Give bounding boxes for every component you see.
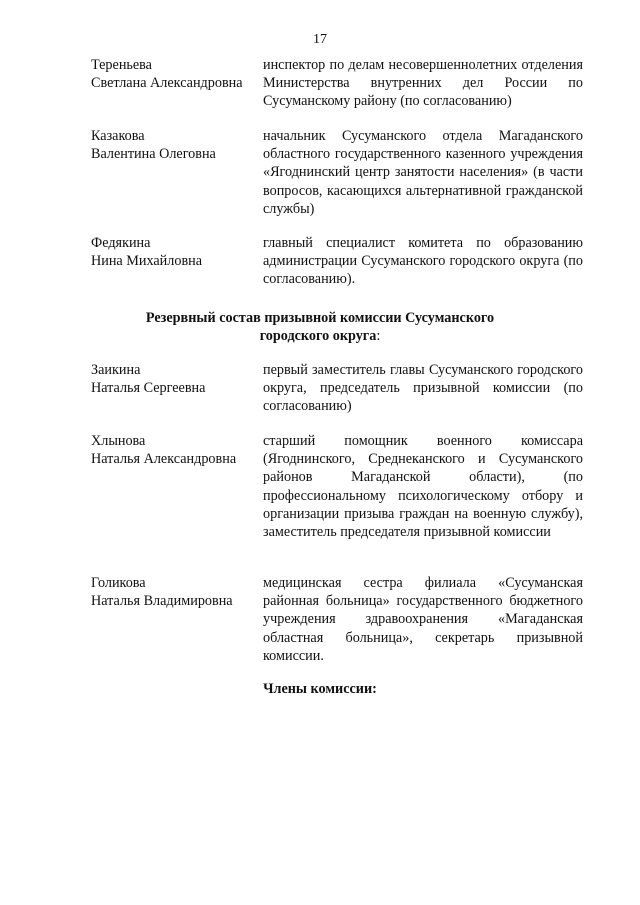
member-surname: Хлынова: [91, 433, 146, 449]
reserve-heading: [0, 309, 640, 345]
reserve-heading-line2-text: городского округа: [259, 328, 377, 345]
reserve-heading-line1: Резервный состав призывной комиссии Сусуманского: [145, 310, 495, 326]
member-surname: Голикова: [91, 575, 146, 591]
reserve-heading-colon: :: [376, 328, 381, 345]
member-given-names: Валентина Олеговна: [91, 146, 216, 163]
member-given-names: Нина Михайловна: [91, 253, 203, 270]
members-heading: Члены комиссии:: [263, 681, 377, 697]
member-surname: Заикина: [91, 362, 141, 378]
member-surname: Казакова: [91, 128, 145, 144]
member-role: главный специалист комитета по образованию администрации Сусуманского городского округа (по согласованию).: [263, 235, 583, 288]
member-given-names: Наталья Сергеевна: [91, 380, 206, 397]
member-role: медицинская сестра филиала «Сусуманская районная больница» государственного бюджетного учреждения здравоохранения «Магаданская областная больница», секретарь призывной комиссии.: [263, 575, 583, 664]
member-role: инспектор по делам несовершеннолетних отделения Министерства внутренних дел России по Сусуманскому району (по согласованию): [263, 57, 583, 110]
member-name: [91, 56, 261, 92]
member-role: начальник Сусуманского отдела Магаданского областного государственного казенного учреждения «Ягоднинский центр занятости населения» (в части вопросов, касающихся альтернативной гражданской службы): [263, 128, 583, 217]
reserve-heading-line2: [0, 327, 640, 345]
member-name: [91, 574, 261, 610]
member-role: первый заместитель главы Сусуманского городского округа, председатель призывной комиссии (по согласованию): [263, 362, 583, 415]
member-role: старший помощник военного комиссара (Ягоднинского, Среднеканского и Сусуманского районов Магаданской области), (по профессиональному психологическому отбору и организации призыва граждан на военную службу), заместитель председателя призывной комиссии: [263, 433, 583, 541]
member-name: [91, 432, 261, 468]
member-given-names: Наталья Александровна: [91, 451, 237, 468]
member-name: [91, 234, 261, 270]
page-number: 17: [313, 32, 327, 47]
member-surname: Тереньева: [91, 57, 152, 73]
member-surname: Федякина: [91, 235, 151, 251]
member-name: [91, 361, 261, 397]
member-given-names: Наталья Владимировна: [91, 593, 233, 610]
member-given-names: Светлана Александровна: [91, 75, 243, 92]
member-name: [91, 127, 261, 163]
